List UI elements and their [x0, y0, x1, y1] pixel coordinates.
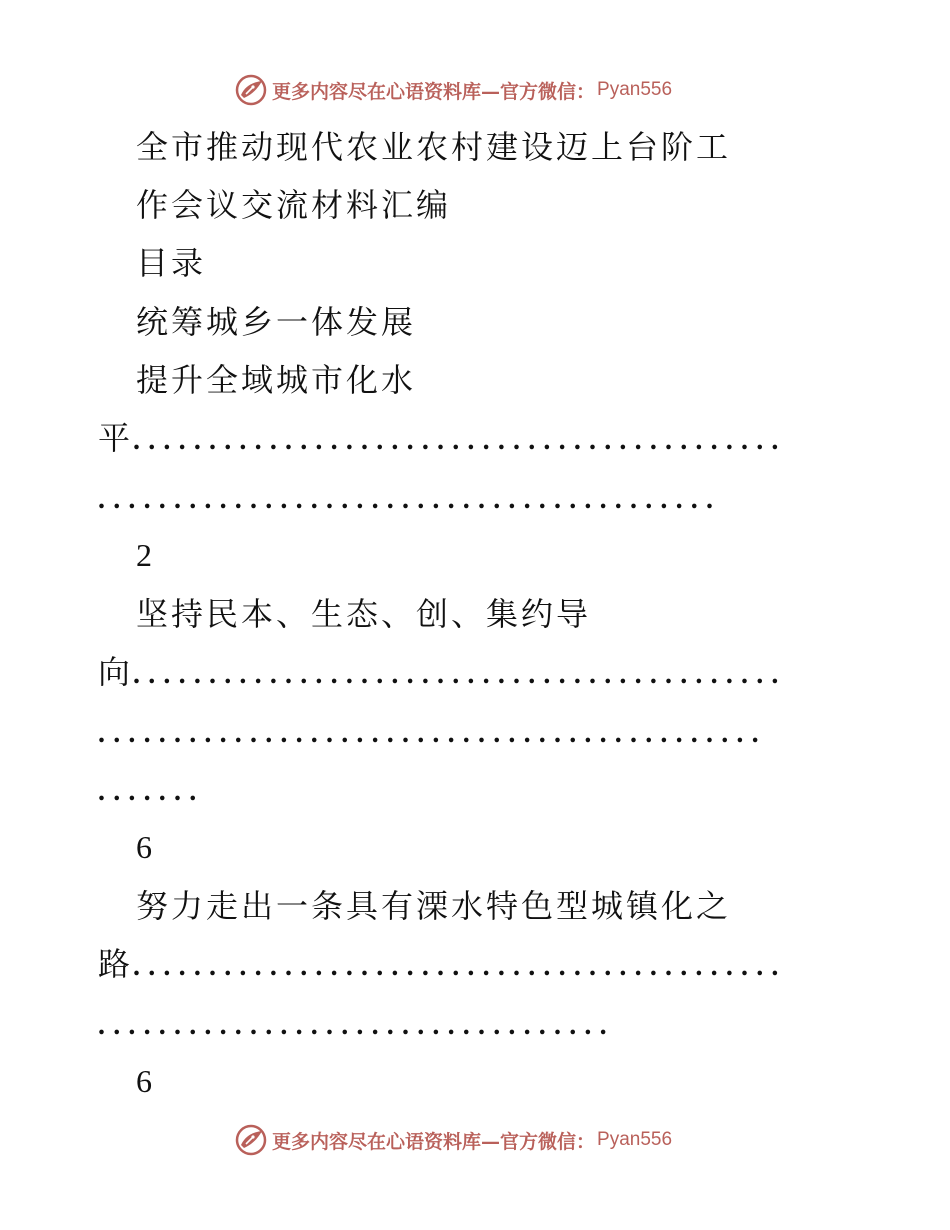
dot-leader: .........................................: [98, 484, 722, 515]
dot-leader: .......: [98, 776, 205, 807]
watermark-wechat-id: Pyan556: [597, 1129, 673, 1150]
watermark-text: 更多内容尽在心语资料库—官方微信：: [272, 1130, 596, 1153]
toc-entry-title-end: 路: [98, 945, 134, 983]
dot-leader: ............................................: [98, 718, 767, 749]
toc-entry-leader: [98, 418, 787, 461]
dot-leader: ...........................................: [133, 951, 787, 982]
footer-watermark: [234, 1123, 672, 1157]
dot-leader: ..................................: [98, 1010, 615, 1041]
toc-entry-title: 坚持民本、生态、创、集约导: [136, 595, 592, 633]
toc-entry-leader: [98, 711, 767, 754]
toc-entry-page-number: 6: [136, 829, 152, 865]
pen-nib-logo-icon: [234, 1123, 268, 1157]
toc-entry-title: 提升全域城市化水: [136, 361, 417, 399]
document-title-line-2: 作会议交流材料汇编: [136, 186, 452, 224]
toc-heading: 目录: [136, 244, 207, 282]
toc-entry-leader: [98, 769, 204, 812]
toc-entry-leader: [98, 1003, 615, 1046]
toc-entry-title-end: 平: [98, 419, 134, 457]
watermark-wechat-id: Pyan556: [597, 79, 673, 100]
toc-entry-page-number: 2: [136, 537, 152, 573]
toc-entry-leader: [98, 652, 787, 695]
pen-nib-logo-icon: [234, 73, 268, 107]
dot-leader: ...........................................: [133, 659, 787, 690]
toc-entry-page-number: 6: [136, 1063, 152, 1099]
dot-leader: ...........................................: [133, 425, 787, 456]
watermark-text: 更多内容尽在心语资料库—官方微信：: [272, 80, 596, 103]
document-title-line-1: 全市推动现代农业农村建设迈上台阶工: [136, 128, 732, 166]
toc-entry-title-end: 向: [98, 653, 134, 691]
header-watermark: [234, 73, 672, 107]
toc-entry-leader: [98, 944, 787, 987]
toc-entry-leader: [98, 477, 721, 520]
toc-entry-title: 统筹城乡一体发展: [136, 303, 417, 341]
toc-entry-title: 努力走出一条具有溧水特色型城镇化之: [136, 887, 732, 925]
